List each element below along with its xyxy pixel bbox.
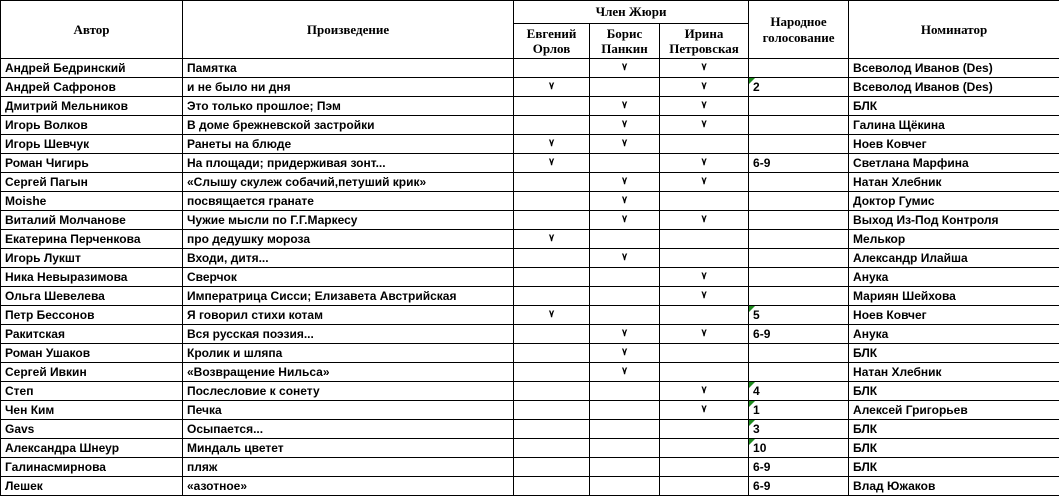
- work-cell: Это только прошлое; Пэм: [183, 97, 514, 116]
- judge-petrovskaya-mark: [660, 458, 749, 477]
- nominator-cell: Светлана Марфина: [849, 154, 1059, 173]
- nominator-cell: БЛК: [849, 439, 1059, 458]
- table-row: [1, 344, 1059, 363]
- judge-orlov-mark: [514, 477, 590, 496]
- popular-vote-cell: [749, 78, 849, 97]
- popular-vote-cell: [749, 173, 849, 192]
- nominator-cell: Натан Хлебник: [849, 363, 1059, 382]
- judge-orlov-mark: [514, 439, 590, 458]
- work-cell: Входи, дитя...: [183, 249, 514, 268]
- header-author: Автор: [1, 1, 183, 59]
- author-cell: Ольга Шевелева: [1, 287, 183, 306]
- work-cell: Осыпается...: [183, 420, 514, 439]
- table-row: [1, 249, 1059, 268]
- table-row: [1, 192, 1059, 211]
- author-cell: Роман Чигирь: [1, 154, 183, 173]
- judge-petrovskaya-mark: ٧: [660, 287, 749, 306]
- nominator-cell: Анука: [849, 268, 1059, 287]
- author-cell: Галинасмирнова: [1, 458, 183, 477]
- judge-orlov-mark: [514, 249, 590, 268]
- comment-indicator-icon: [749, 382, 755, 388]
- judge-pankin-mark: ٧: [590, 135, 660, 154]
- header-nominator: Номинатор: [849, 1, 1059, 59]
- popular-vote-cell: [749, 401, 849, 420]
- nominator-cell: Анука: [849, 325, 1059, 344]
- popular-vote-value: 10: [753, 441, 767, 455]
- work-cell: Миндаль цветет: [183, 439, 514, 458]
- comment-indicator-icon: [749, 401, 755, 407]
- judge-pankin-mark: [590, 154, 660, 173]
- judge-pankin-mark: [590, 382, 660, 401]
- popular-vote-cell: [749, 344, 849, 363]
- judge-orlov-mark: [514, 59, 590, 78]
- author-cell: Андрей Сафронов: [1, 78, 183, 97]
- table-row: [1, 173, 1059, 192]
- nominator-cell: Натан Хлебник: [849, 173, 1059, 192]
- nominator-cell: Влад Южаков: [849, 477, 1059, 496]
- author-cell: Александра Шнеур: [1, 439, 183, 458]
- judge-pankin-mark: [590, 458, 660, 477]
- author-cell: Роман Ушаков: [1, 344, 183, 363]
- author-cell: Сергей Пагын: [1, 173, 183, 192]
- judge-orlov-mark: ٧: [514, 306, 590, 325]
- judge-pankin-mark: ٧: [590, 344, 660, 363]
- judge-petrovskaya-mark: [660, 192, 749, 211]
- popular-vote-cell: [749, 420, 849, 439]
- judge-orlov-mark: ٧: [514, 154, 590, 173]
- nominator-cell: Доктор Гумис: [849, 192, 1059, 211]
- judge-petrovskaya-mark: ٧: [660, 211, 749, 230]
- work-cell: Печка: [183, 401, 514, 420]
- table-row: [1, 306, 1059, 325]
- work-cell: пляж: [183, 458, 514, 477]
- nominator-cell: Ноев Ковчег: [849, 306, 1059, 325]
- judge-pankin-mark: [590, 78, 660, 97]
- table-row: [1, 116, 1059, 135]
- judge-orlov-mark: ٧: [514, 78, 590, 97]
- nominator-cell: Мелькор: [849, 230, 1059, 249]
- judge-petrovskaya-mark: [660, 363, 749, 382]
- work-cell: «азотное»: [183, 477, 514, 496]
- popular-vote-cell: [749, 192, 849, 211]
- popular-vote-cell: [749, 154, 849, 173]
- popular-vote-cell: [749, 382, 849, 401]
- popular-vote-cell: [749, 363, 849, 382]
- table-body: [1, 59, 1059, 496]
- popular-vote-value: 6-9: [753, 327, 771, 341]
- table-row: [1, 154, 1059, 173]
- popular-vote-cell: [749, 268, 849, 287]
- header-judge-orlov: Евгений Орлов: [514, 24, 590, 59]
- header-popular-vote: Народное голосование: [749, 1, 849, 59]
- table-row: [1, 211, 1059, 230]
- work-cell: Памятка: [183, 59, 514, 78]
- table-row: [1, 439, 1059, 458]
- judge-petrovskaya-mark: ٧: [660, 154, 749, 173]
- judge-pankin-mark: [590, 306, 660, 325]
- popular-vote-cell: [749, 97, 849, 116]
- author-cell: Петр Бессонов: [1, 306, 183, 325]
- judge-orlov-mark: [514, 325, 590, 344]
- judge-orlov-mark: [514, 420, 590, 439]
- judge-orlov-mark: [514, 268, 590, 287]
- author-cell: Дмитрий Мельников: [1, 97, 183, 116]
- work-cell: Кролик и шляпа: [183, 344, 514, 363]
- header-judge-petrovskaya: Ирина Петровская: [660, 24, 749, 59]
- table-row: [1, 78, 1059, 97]
- popular-vote-cell: [749, 135, 849, 154]
- popular-vote-cell: [749, 287, 849, 306]
- work-cell: Ранеты на блюде: [183, 135, 514, 154]
- judge-pankin-mark: ٧: [590, 363, 660, 382]
- judge-petrovskaya-mark: ٧: [660, 173, 749, 192]
- table-row: [1, 458, 1059, 477]
- judge-pankin-mark: ٧: [590, 325, 660, 344]
- popular-vote-value: 6-9: [753, 479, 771, 493]
- judge-orlov-mark: [514, 401, 590, 420]
- judge-orlov-mark: [514, 458, 590, 477]
- judge-orlov-mark: ٧: [514, 135, 590, 154]
- nominator-cell: БЛК: [849, 97, 1059, 116]
- table-row: [1, 97, 1059, 116]
- nominator-cell: Выход Из-Под Контроля: [849, 211, 1059, 230]
- header-judge-pankin: Борис Панкин: [590, 24, 660, 59]
- work-cell: про дедушку мороза: [183, 230, 514, 249]
- popular-vote-cell: [749, 59, 849, 78]
- popular-vote-value: 4: [753, 384, 760, 398]
- judge-orlov-mark: ٧: [514, 230, 590, 249]
- author-cell: Виталий Молчанове: [1, 211, 183, 230]
- judge-petrovskaya-mark: [660, 477, 749, 496]
- judge-petrovskaya-mark: [660, 439, 749, 458]
- judge-petrovskaya-mark: [660, 230, 749, 249]
- judge-petrovskaya-mark: [660, 344, 749, 363]
- table-row: [1, 287, 1059, 306]
- judge-pankin-mark: ٧: [590, 249, 660, 268]
- judge-orlov-mark: [514, 116, 590, 135]
- author-cell: Игорь Шевчук: [1, 135, 183, 154]
- judge-petrovskaya-mark: [660, 420, 749, 439]
- comment-indicator-icon: [749, 78, 755, 84]
- table-row: [1, 363, 1059, 382]
- judge-petrovskaya-mark: ٧: [660, 401, 749, 420]
- work-cell: «Слышу скулеж собачий,петуший крик»: [183, 173, 514, 192]
- popular-vote-value: 1: [753, 403, 760, 417]
- judge-petrovskaya-mark: [660, 135, 749, 154]
- judge-pankin-mark: ٧: [590, 173, 660, 192]
- judge-orlov-mark: [514, 363, 590, 382]
- popular-vote-value: 2: [753, 80, 760, 94]
- judge-pankin-mark: [590, 439, 660, 458]
- nominator-cell: БЛК: [849, 458, 1059, 477]
- nominator-cell: Мариян Шейхова: [849, 287, 1059, 306]
- popular-vote-cell: [749, 439, 849, 458]
- work-cell: «Возвращение Нильса»: [183, 363, 514, 382]
- work-cell: Императрица Сисси; Елизавета Австрийская: [183, 287, 514, 306]
- nominator-cell: Александр Илайша: [849, 249, 1059, 268]
- work-cell: посвящается гранате: [183, 192, 514, 211]
- author-cell: Андрей Бедринский: [1, 59, 183, 78]
- judge-pankin-mark: [590, 477, 660, 496]
- header-work: Произведение: [183, 1, 514, 59]
- work-cell: Я говорил стихи котам: [183, 306, 514, 325]
- nominator-cell: Алексей Григорьев: [849, 401, 1059, 420]
- author-cell: Gavs: [1, 420, 183, 439]
- popular-vote-cell: [749, 458, 849, 477]
- author-cell: Игорь Лукшт: [1, 249, 183, 268]
- popular-vote-cell: [749, 306, 849, 325]
- nominator-cell: Галина Щёкина: [849, 116, 1059, 135]
- popular-vote-cell: [749, 230, 849, 249]
- author-cell: Сергей Ивкин: [1, 363, 183, 382]
- author-cell: Степ: [1, 382, 183, 401]
- popular-vote-cell: [749, 249, 849, 268]
- popular-vote-cell: [749, 116, 849, 135]
- judge-orlov-mark: [514, 344, 590, 363]
- judge-petrovskaya-mark: [660, 249, 749, 268]
- author-cell: Игорь Волков: [1, 116, 183, 135]
- judge-petrovskaya-mark: ٧: [660, 268, 749, 287]
- judge-pankin-mark: [590, 230, 660, 249]
- table-row: [1, 477, 1059, 496]
- table-row: [1, 420, 1059, 439]
- judge-petrovskaya-mark: ٧: [660, 382, 749, 401]
- judge-orlov-mark: [514, 382, 590, 401]
- judge-pankin-mark: ٧: [590, 211, 660, 230]
- judge-pankin-mark: [590, 287, 660, 306]
- author-cell: Ракитская: [1, 325, 183, 344]
- judge-petrovskaya-mark: ٧: [660, 116, 749, 135]
- comment-indicator-icon: [749, 439, 755, 445]
- popular-vote-cell: [749, 477, 849, 496]
- work-cell: В доме брежневской застройки: [183, 116, 514, 135]
- work-cell: Вся русская поэзия...: [183, 325, 514, 344]
- popular-vote-cell: [749, 211, 849, 230]
- nominator-cell: БЛК: [849, 344, 1059, 363]
- table-row: [1, 382, 1059, 401]
- work-cell: Сверчок: [183, 268, 514, 287]
- nominator-cell: БЛК: [849, 420, 1059, 439]
- comment-indicator-icon: [749, 306, 755, 312]
- author-cell: Moishe: [1, 192, 183, 211]
- judge-petrovskaya-mark: ٧: [660, 325, 749, 344]
- judge-pankin-mark: ٧: [590, 192, 660, 211]
- popular-vote-value: 6-9: [753, 460, 771, 474]
- popular-vote-value: 5: [753, 308, 760, 322]
- table-row: [1, 230, 1059, 249]
- popular-vote-value: 3: [753, 422, 760, 436]
- judge-pankin-mark: [590, 401, 660, 420]
- table-row: [1, 325, 1059, 344]
- judge-orlov-mark: [514, 97, 590, 116]
- work-cell: Послесловие к сонету: [183, 382, 514, 401]
- work-cell: На площади; придерживая зонт...: [183, 154, 514, 173]
- nominator-cell: Ноев Ковчег: [849, 135, 1059, 154]
- author-cell: Ника Невыразимова: [1, 268, 183, 287]
- work-cell: и не было ни дня: [183, 78, 514, 97]
- table-row: [1, 401, 1059, 420]
- popular-vote-value: 6-9: [753, 156, 771, 170]
- judge-orlov-mark: [514, 287, 590, 306]
- nominator-cell: Всеволод Иванов (Des): [849, 59, 1059, 78]
- table-row: [1, 135, 1059, 154]
- popular-vote-cell: [749, 325, 849, 344]
- table-row: [1, 268, 1059, 287]
- author-cell: Екатерина Перченкова: [1, 230, 183, 249]
- judge-petrovskaya-mark: [660, 306, 749, 325]
- judge-orlov-mark: [514, 211, 590, 230]
- judge-petrovskaya-mark: ٧: [660, 59, 749, 78]
- comment-indicator-icon: [749, 420, 755, 426]
- header-jury: Член Жюри: [514, 1, 749, 24]
- judge-orlov-mark: [514, 192, 590, 211]
- judge-petrovskaya-mark: ٧: [660, 78, 749, 97]
- judge-pankin-mark: [590, 268, 660, 287]
- work-cell: Чужие мысли по Г.Г.Маркесу: [183, 211, 514, 230]
- judge-pankin-mark: ٧: [590, 59, 660, 78]
- author-cell: Чен Ким: [1, 401, 183, 420]
- judge-petrovskaya-mark: ٧: [660, 97, 749, 116]
- judge-orlov-mark: [514, 173, 590, 192]
- judge-pankin-mark: [590, 420, 660, 439]
- judge-pankin-mark: ٧: [590, 97, 660, 116]
- judge-pankin-mark: ٧: [590, 116, 660, 135]
- author-cell: Лешек: [1, 477, 183, 496]
- table-row: [1, 59, 1059, 78]
- nominator-cell: БЛК: [849, 382, 1059, 401]
- nominator-cell: Всеволод Иванов (Des): [849, 78, 1059, 97]
- table-header: [1, 1, 1059, 59]
